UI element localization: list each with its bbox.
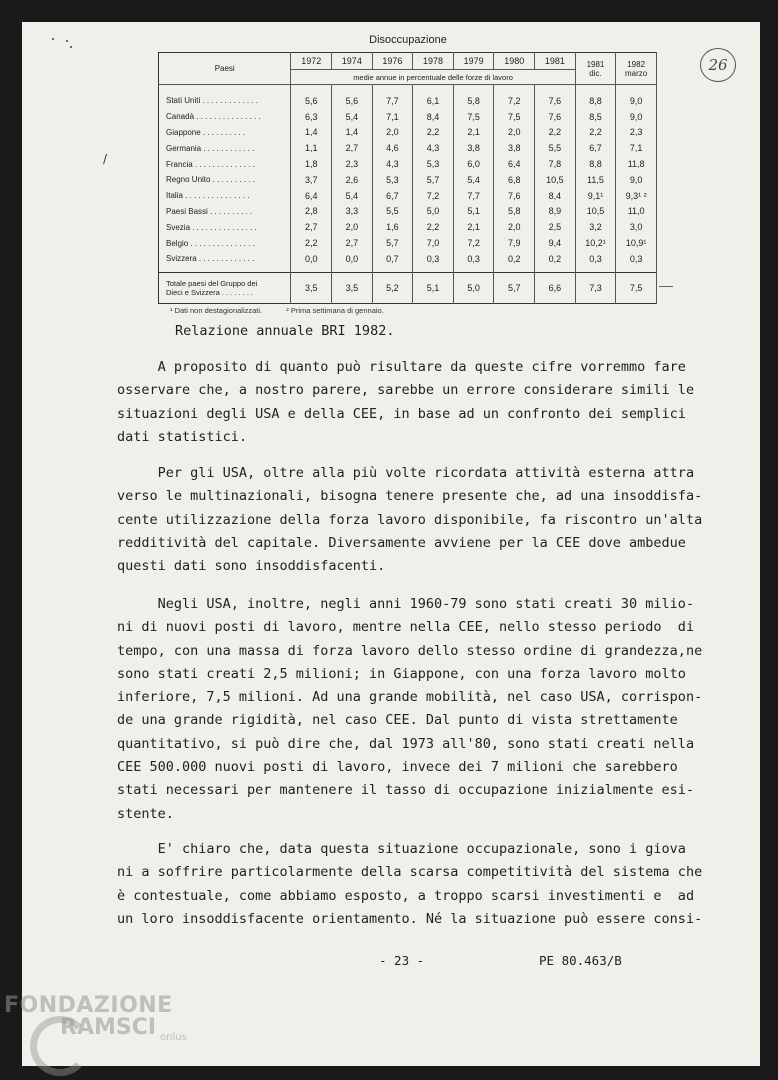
value-cell: 0,2	[535, 251, 576, 272]
value-cell: 0,3	[575, 251, 616, 272]
value-cell: 2,2	[575, 125, 616, 141]
value-cell: 7,5	[453, 109, 494, 125]
text-line: è contestuale, come abbiamo esposto, a troppo scarsi investimenti e ad	[117, 887, 695, 904]
value-cell: 2,2	[413, 219, 454, 235]
total-value-cell: 7,3	[575, 272, 616, 303]
watermark-logo	[4, 995, 187, 1043]
total-row	[159, 272, 657, 303]
country-cell: Regno Unito . . . . . . . . . .	[159, 172, 291, 188]
header-year: 1972	[291, 53, 332, 70]
value-cell: 2,3	[332, 156, 373, 172]
value-cell: 7,7	[372, 85, 413, 109]
paragraph-3	[117, 593, 703, 826]
text-line: E' chiaro che, data questa situazione occupazionale, sono i giova	[117, 841, 686, 857]
value-cell: 7,7	[453, 188, 494, 204]
value-cell: 3,7	[291, 172, 332, 188]
watermark-line-3: onlus	[160, 1032, 187, 1043]
value-cell: 5,1	[453, 204, 494, 220]
country-cell: Belgio . . . . . . . . . . . . . . .	[159, 235, 291, 251]
value-cell: 6,4	[291, 188, 332, 204]
value-cell: 11,0	[616, 204, 657, 220]
text-line: quantitativo, si può dire che, dal 1973 all'80, sono stati creati nella	[117, 735, 695, 752]
value-cell: 11,5	[575, 172, 616, 188]
table-row	[159, 125, 657, 141]
value-cell: 5,7	[413, 172, 454, 188]
value-cell: 5,0	[413, 204, 454, 220]
paragraph-4	[117, 838, 703, 931]
value-cell: 7,0	[413, 235, 454, 251]
source-caption: Relazione annuale BRI 1982.	[175, 323, 395, 339]
value-cell: 4,6	[372, 140, 413, 156]
value-cell: 5,6	[332, 85, 373, 109]
value-cell: 1,8	[291, 156, 332, 172]
value-cell: 0,0	[332, 251, 373, 272]
paragraph-2	[117, 462, 703, 578]
header-year: 1974	[332, 53, 373, 70]
header-sub: marzo	[625, 68, 648, 78]
value-cell: 9,4	[535, 235, 576, 251]
total-value-cell: 5,7	[494, 272, 535, 303]
text-line: redditività del capitale. Diversamente avviene per la CEE dove ambedue	[117, 534, 686, 551]
value-cell: 8,8	[575, 156, 616, 172]
value-cell: 9,0	[616, 109, 657, 125]
text-line: Per gli USA, oltre alla più volte ricordata attività esterna attra	[117, 465, 695, 481]
country-cell: Svezia . . . . . . . . . . . . . . .	[159, 219, 291, 235]
country-cell: Germania . . . . . . . . . . . .	[159, 140, 291, 156]
footer-document-ref: PE 80.463/B	[539, 953, 622, 968]
value-cell: 7,1	[616, 140, 657, 156]
table-row	[159, 235, 657, 251]
text-line: osservare che, a nostro parere, sarebbe un errore considerare simili le	[117, 382, 695, 399]
subheader-units: medie annue in percentuale delle forze di lavoro	[291, 70, 575, 85]
value-cell: 2,7	[332, 235, 373, 251]
value-cell: 10,5	[575, 204, 616, 220]
text-line: de una grande rigidità, nel caso CEE. Dal punto di vista strettamente	[117, 712, 678, 729]
header-year: 1979	[453, 53, 494, 70]
value-cell: 2,2	[291, 235, 332, 251]
table-body	[159, 85, 657, 304]
value-cell: 2,5	[535, 219, 576, 235]
table-row	[159, 219, 657, 235]
value-cell: 5,4	[453, 172, 494, 188]
text-line: questi dati sono insoddisfacenti.	[117, 558, 386, 575]
country-cell: Giappone . . . . . . . . . .	[159, 125, 291, 141]
value-cell: 6,1	[413, 85, 454, 109]
table-row	[159, 140, 657, 156]
value-cell: 9,3¹ ²	[616, 188, 657, 204]
value-cell: 5,4	[332, 188, 373, 204]
value-cell: 11,8	[616, 156, 657, 172]
unemployment-table	[158, 52, 657, 304]
footnote-1: ¹ Dati non destagionalizzati.	[170, 306, 263, 315]
value-cell: 3,0	[616, 219, 657, 235]
total-value-cell: 3,5	[332, 272, 373, 303]
header-year: 1978	[413, 53, 454, 70]
value-cell: 6,7	[372, 188, 413, 204]
value-cell: 2,0	[494, 125, 535, 141]
table-title: Disoccupazione	[369, 34, 447, 46]
value-cell: 2,7	[291, 219, 332, 235]
value-cell: 1,1	[291, 140, 332, 156]
text-line: un loro insoddisfacente orientamento. Né la situazione può essere consi-	[117, 910, 703, 927]
value-cell: 3,8	[494, 140, 535, 156]
total-value-cell: 6,6	[535, 272, 576, 303]
value-cell: 8,8	[575, 85, 616, 109]
value-cell: 5,6	[291, 85, 332, 109]
paper-speck-marks	[52, 38, 76, 50]
value-cell: 0,7	[372, 251, 413, 272]
value-cell: 8,4	[413, 109, 454, 125]
value-cell: 7,2	[413, 188, 454, 204]
header-year: 1981	[535, 53, 576, 70]
text-line: sono stati creati 2,5 milioni; in Giappone, con una forza lavoro molto	[117, 665, 686, 682]
text-line: situazioni degli USA e della CEE, in base ad un confronto dei semplici	[117, 405, 686, 422]
table-row	[159, 251, 657, 272]
value-cell: 7,2	[494, 85, 535, 109]
table-footnotes	[170, 306, 406, 315]
value-cell: 5,4	[332, 109, 373, 125]
value-cell: 2,3	[616, 125, 657, 141]
value-cell: 1,4	[291, 125, 332, 141]
footer-page-number: - 23 -	[379, 953, 425, 968]
country-cell: Italia . . . . . . . . . . . . . . .	[159, 188, 291, 204]
header-paesi: Paesi	[159, 53, 291, 85]
text-line: stati necessari per mantenere il tasso di occupazione inizialmente esi-	[117, 782, 695, 799]
value-cell: 5,3	[372, 172, 413, 188]
text-line: stente.	[117, 805, 174, 822]
total-value-cell: 3,5	[291, 272, 332, 303]
footnote-2: ² Prima settimana di gennaio.	[286, 306, 384, 315]
value-cell: 9,0	[616, 85, 657, 109]
value-cell: 10,2¹	[575, 235, 616, 251]
value-cell: 8,9	[535, 204, 576, 220]
text-line: cente utilizzazione della forza lavoro disponibile, fa riscontro un'alta	[117, 511, 703, 528]
text-line: ni a soffrire particolarmente della scarsa competitività del sistema che	[117, 864, 703, 881]
value-cell: 7,6	[535, 109, 576, 125]
watermark-line-2: RAMSCI	[60, 1015, 157, 1040]
value-cell: 10,5	[535, 172, 576, 188]
value-cell: 0,3	[616, 251, 657, 272]
country-cell: Svizzera . . . . . . . . . . . . .	[159, 251, 291, 272]
value-cell: 6,0	[453, 156, 494, 172]
watermark-line-1: FONDAZIONE	[4, 993, 173, 1018]
value-cell: 5,8	[453, 85, 494, 109]
value-cell: 6,4	[494, 156, 535, 172]
value-cell: 7,6	[535, 85, 576, 109]
total-value-cell: 7,5	[616, 272, 657, 303]
table-row	[159, 172, 657, 188]
value-cell: 0,3	[453, 251, 494, 272]
text-line: dati statistici.	[117, 428, 248, 445]
value-cell: 3,8	[453, 140, 494, 156]
value-cell: 7,8	[535, 156, 576, 172]
value-cell: 7,6	[494, 188, 535, 204]
value-cell: 3,2	[575, 219, 616, 235]
table-row	[159, 85, 657, 109]
text-line: verso le multinazionali, bisogna tenere presente che, ad una insoddisfa-	[117, 488, 703, 505]
value-cell: 7,1	[372, 109, 413, 125]
total-value-cell: 5,0	[453, 272, 494, 303]
value-cell: 3,3	[332, 204, 373, 220]
table-row	[159, 188, 657, 204]
value-cell: 7,2	[453, 235, 494, 251]
country-cell: Stati Uniti . . . . . . . . . . . . .	[159, 85, 291, 109]
text-line: inferiore, 7,5 milioni. Ad una grande mobilità, nel caso USA, corrispon-	[117, 689, 703, 706]
value-cell: 7,5	[494, 109, 535, 125]
value-cell: 4,3	[372, 156, 413, 172]
value-cell: 4,3	[413, 140, 454, 156]
country-cell: Paesi Bassi . . . . . . . . . .	[159, 204, 291, 220]
value-cell: 2,8	[291, 204, 332, 220]
value-cell: 6,3	[291, 109, 332, 125]
value-cell: 0,3	[413, 251, 454, 272]
text-line: ni di nuovi posti di lavoro, mentre nella CEE, nello stesso periodo di	[117, 619, 695, 636]
text-line: tempo, con una massa di forza lavoro dello stesso ordine di grandezza,ne	[117, 642, 703, 659]
table-row	[159, 156, 657, 172]
handwritten-page-number: 26	[700, 48, 736, 82]
value-cell: 6,8	[494, 172, 535, 188]
value-cell: 2,2	[535, 125, 576, 141]
total-label-cell	[159, 272, 291, 303]
header-sub: dic.	[589, 68, 602, 78]
text-line: Negli USA, inoltre, negli anni 1960-79 sono stati creati 30 milio-	[117, 596, 695, 612]
header-1981-dic	[575, 53, 616, 85]
value-cell: 5,8	[494, 204, 535, 220]
value-cell: 2,2	[413, 125, 454, 141]
value-cell: 5,3	[413, 156, 454, 172]
country-cell: Canadà . . . . . . . . . . . . . . .	[159, 109, 291, 125]
total-value-cell: 5,1	[413, 272, 454, 303]
text-line: CEE 500.000 nuovi posti di lavoro, invece dei 7 milioni che sarebbero	[117, 759, 678, 776]
header-year: 1976	[372, 53, 413, 70]
value-cell: 2,1	[453, 125, 494, 141]
value-cell: 0,0	[291, 251, 332, 272]
value-cell: 0,2	[494, 251, 535, 272]
value-cell: 10,9¹	[616, 235, 657, 251]
value-cell: 9,1¹	[575, 188, 616, 204]
total-value-cell: 5,2	[372, 272, 413, 303]
country-cell: Francia . . . . . . . . . . . . . .	[159, 156, 291, 172]
value-cell: 2,0	[332, 219, 373, 235]
value-cell: 1,6	[372, 219, 413, 235]
pencil-tick-mark: /	[103, 152, 108, 166]
header-1982-marzo	[616, 53, 657, 85]
value-cell: 1,4	[332, 125, 373, 141]
header-year: 1981	[586, 59, 605, 69]
paragraph-1	[117, 356, 695, 449]
value-cell: 2,6	[332, 172, 373, 188]
value-cell: 2,0	[494, 219, 535, 235]
header-year: 1980	[494, 53, 535, 70]
value-cell: 2,0	[372, 125, 413, 141]
header-year: 1982	[627, 59, 646, 69]
value-cell: 8,4	[535, 188, 576, 204]
total-label-line: Dieci e Svizzera . . . . . . . .	[166, 287, 254, 297]
value-cell: 2,7	[332, 140, 373, 156]
value-cell: 5,5	[372, 204, 413, 220]
margin-dash	[659, 286, 673, 287]
value-cell: 5,5	[535, 140, 576, 156]
value-cell: 6,7	[575, 140, 616, 156]
value-cell: 5,7	[372, 235, 413, 251]
value-cell: 7,9	[494, 235, 535, 251]
table-row	[159, 204, 657, 220]
value-cell: 8,5	[575, 109, 616, 125]
total-label-line: Totale paesi del Gruppo dei	[166, 278, 258, 288]
value-cell: 9,0	[616, 172, 657, 188]
text-line: A proposito di quanto può risultare da queste cifre vorremmo fare	[117, 359, 686, 375]
table-row	[159, 109, 657, 125]
value-cell: 2,1	[453, 219, 494, 235]
